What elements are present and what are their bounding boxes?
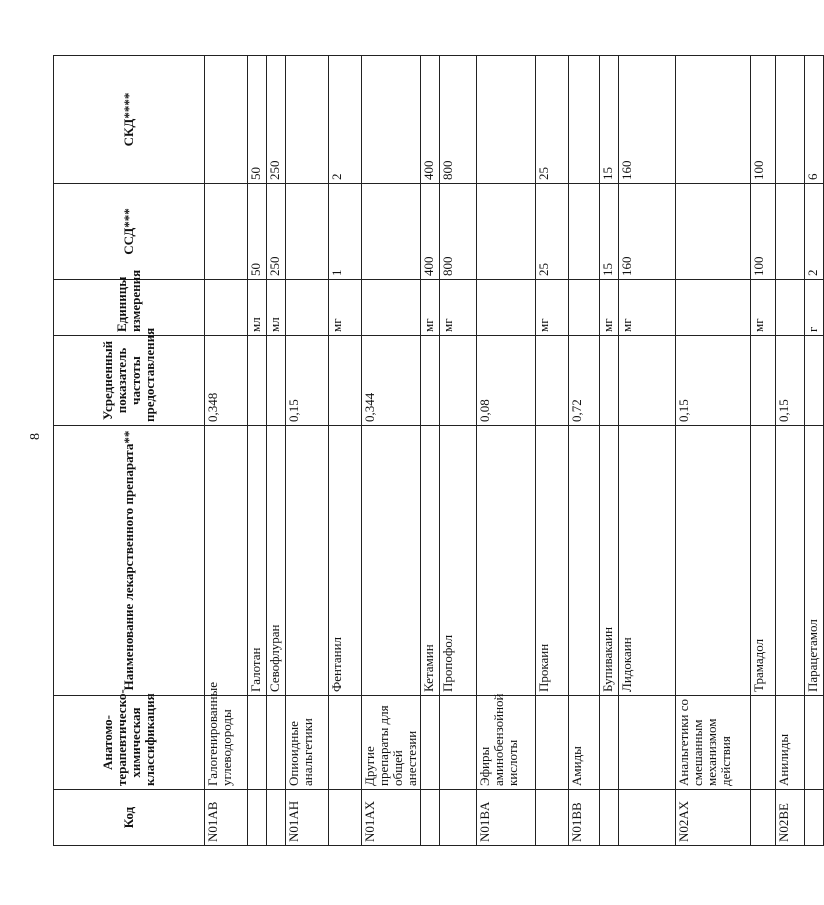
table-row [569, 56, 600, 846]
table-row [600, 56, 619, 846]
cell-skd [776, 56, 805, 184]
table-row [751, 56, 776, 846]
header-drug: Наименование лекарственного препарата** [54, 426, 205, 696]
cell-sdd: 50 [248, 184, 267, 280]
cell-freq: 0,15 [286, 336, 329, 426]
cell-freq [248, 336, 267, 426]
cell-skd [362, 56, 421, 184]
table-row [286, 56, 329, 846]
cell-freq: 0,15 [676, 336, 751, 426]
cell-atc: Анальгетики со смешанным механизмом действия [676, 696, 751, 790]
cell-unit [676, 280, 751, 336]
cell-code [805, 790, 824, 846]
cell-freq [421, 336, 440, 426]
cell-drug [776, 426, 805, 696]
cell-freq [805, 336, 824, 426]
cell-unit [286, 280, 329, 336]
cell-freq [751, 336, 776, 426]
cell-skd: 400 [421, 56, 440, 184]
cell-skd: 2 [329, 56, 362, 184]
header-unit: Единицы измерения [54, 280, 205, 336]
cell-code: N01AX [362, 790, 421, 846]
cell-drug: Парацетамол [805, 426, 824, 696]
cell-code [536, 790, 569, 846]
cell-atc [751, 696, 776, 790]
table-row [776, 56, 805, 846]
cell-sdd [569, 184, 600, 280]
cell-skd [286, 56, 329, 184]
cell-atc [267, 696, 286, 790]
cell-code: N02BE [776, 790, 805, 846]
header-atc: Анатомо-терапевтическо-химическая классификация [54, 696, 205, 790]
cell-sdd: 160 [619, 184, 676, 280]
header-skd: СКД**** [54, 56, 205, 184]
cell-skd: 250 [267, 56, 286, 184]
cell-freq [600, 336, 619, 426]
table-row [477, 56, 536, 846]
cell-code [600, 790, 619, 846]
cell-code [619, 790, 676, 846]
table-row [329, 56, 362, 846]
table-row [676, 56, 751, 846]
cell-unit: мг [536, 280, 569, 336]
page-number: 8 [28, 433, 43, 440]
cell-sdd [362, 184, 421, 280]
cell-sdd: 100 [751, 184, 776, 280]
cell-sdd: 250 [267, 184, 286, 280]
cell-code [248, 790, 267, 846]
drug-table [53, 55, 824, 846]
table-row [440, 56, 477, 846]
cell-atc [440, 696, 477, 790]
cell-unit: мг [600, 280, 619, 336]
cell-drug [569, 426, 600, 696]
header-sdd: ССД*** [54, 184, 205, 280]
cell-skd [569, 56, 600, 184]
table-row [619, 56, 676, 846]
cell-unit: мг [619, 280, 676, 336]
cell-code [440, 790, 477, 846]
table-row [248, 56, 267, 846]
cell-sdd: 400 [421, 184, 440, 280]
cell-freq [440, 336, 477, 426]
cell-sdd: 800 [440, 184, 477, 280]
cell-code: N01AB [205, 790, 248, 846]
cell-skd: 160 [619, 56, 676, 184]
cell-unit [776, 280, 805, 336]
cell-drug: Галотан [248, 426, 267, 696]
cell-atc [248, 696, 267, 790]
cell-drug: Трамадол [751, 426, 776, 696]
cell-freq: 0,08 [477, 336, 536, 426]
cell-skd: 25 [536, 56, 569, 184]
cell-sdd [776, 184, 805, 280]
table-row [536, 56, 569, 846]
cell-atc [421, 696, 440, 790]
cell-skd: 15 [600, 56, 619, 184]
cell-code: N02AX [676, 790, 751, 846]
cell-code: N01BA [477, 790, 536, 846]
table-row [421, 56, 440, 846]
cell-code [751, 790, 776, 846]
cell-skd [676, 56, 751, 184]
cell-atc: Галогенированные углеводороды [205, 696, 248, 790]
cell-code [421, 790, 440, 846]
cell-skd [205, 56, 248, 184]
cell-unit [569, 280, 600, 336]
cell-unit: г [805, 280, 824, 336]
cell-code: N01BB [569, 790, 600, 846]
cell-freq: 0,15 [776, 336, 805, 426]
cell-skd: 50 [248, 56, 267, 184]
table-row [205, 56, 248, 846]
cell-unit [205, 280, 248, 336]
cell-code: N01AH [286, 790, 329, 846]
cell-atc [600, 696, 619, 790]
cell-sdd: 25 [536, 184, 569, 280]
cell-atc [619, 696, 676, 790]
cell-sdd: 1 [329, 184, 362, 280]
table-row [805, 56, 824, 846]
cell-drug [676, 426, 751, 696]
cell-unit: мл [248, 280, 267, 336]
table-row [267, 56, 286, 846]
cell-drug: Лидокаин [619, 426, 676, 696]
cell-freq: 0,72 [569, 336, 600, 426]
cell-freq [619, 336, 676, 426]
table-row [362, 56, 421, 846]
cell-drug: Севофлуран [267, 426, 286, 696]
cell-sdd [477, 184, 536, 280]
header-freq: Усредненный показатель частоты предоставления [54, 336, 205, 426]
header-code: Код [54, 790, 205, 846]
cell-sdd: 15 [600, 184, 619, 280]
cell-atc [536, 696, 569, 790]
cell-drug [205, 426, 248, 696]
cell-freq: 0,344 [362, 336, 421, 426]
cell-atc: Амиды [569, 696, 600, 790]
cell-drug: Пропофол [440, 426, 477, 696]
cell-atc: Анилиды [776, 696, 805, 790]
cell-sdd [205, 184, 248, 280]
cell-freq [536, 336, 569, 426]
cell-atc: Другие препараты для общей анестезии [362, 696, 421, 790]
cell-drug: Прокаин [536, 426, 569, 696]
cell-freq [267, 336, 286, 426]
cell-drug: Бупивакаин [600, 426, 619, 696]
cell-unit: мг [421, 280, 440, 336]
cell-drug: Кетамин [421, 426, 440, 696]
cell-atc [329, 696, 362, 790]
cell-freq: 0,348 [205, 336, 248, 426]
cell-unit: мг [329, 280, 362, 336]
cell-skd: 800 [440, 56, 477, 184]
cell-sdd: 2 [805, 184, 824, 280]
header-row [54, 56, 205, 846]
rotated-table-container [53, 56, 820, 846]
cell-unit [362, 280, 421, 336]
cell-drug: Фентанил [329, 426, 362, 696]
cell-unit: мг [440, 280, 477, 336]
cell-skd [477, 56, 536, 184]
cell-drug [286, 426, 329, 696]
cell-code [329, 790, 362, 846]
cell-freq [329, 336, 362, 426]
cell-sdd [286, 184, 329, 280]
cell-atc: Эфиры аминобензойной кислоты [477, 696, 536, 790]
cell-atc: Опиоидные анальгетики [286, 696, 329, 790]
cell-skd: 6 [805, 56, 824, 184]
cell-skd: 100 [751, 56, 776, 184]
cell-unit: мл [267, 280, 286, 336]
cell-code [267, 790, 286, 846]
cell-unit: мг [751, 280, 776, 336]
cell-drug [477, 426, 536, 696]
cell-sdd [676, 184, 751, 280]
cell-atc [805, 696, 824, 790]
cell-drug [362, 426, 421, 696]
cell-unit [477, 280, 536, 336]
